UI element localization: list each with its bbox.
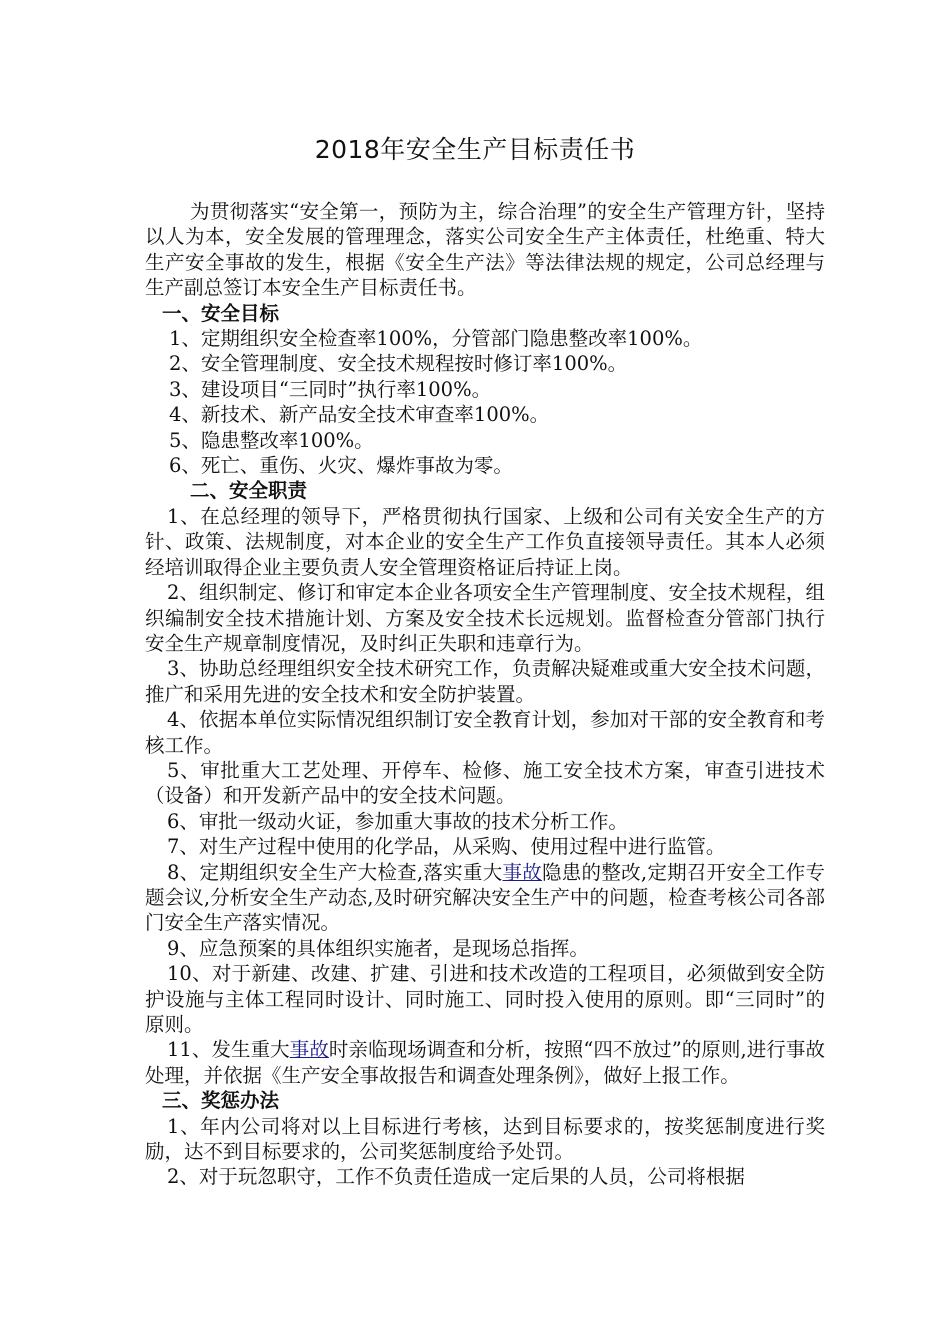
section-heading-safety-goals: 一、安全目标 [162, 301, 280, 325]
goal-item: 1、定期组织安全检查率100%，分管部门隐患整改率100%。 [169, 327, 703, 351]
section-heading-rewards-penalties: 三、奖惩办法 [162, 1089, 280, 1113]
duty-item: 5、审批重大工艺处理、开停车、检修、施工安全技术方案，审查引进技术（设备）和开发新产品中的安全技术问题。 [145, 758, 825, 808]
duty-item-8-text-a: 8、定期组织安全生产大检查,落实重大 [167, 860, 503, 884]
intro-paragraph: 为贯彻落实“安全第一，预防为主，综合治理”的安全生产管理方针，坚持以人为本，安全发展的管理理念，落实公司安全生产主体责任，杜绝重、特大生产安全事故的发生，根据《安全生产法》等法律法规的规定，公司总经理与生产副总签订本安全生产目标责任书。 [145, 200, 825, 300]
duty-item: 1、在总经理的领导下，严格贯彻执行国家、上级和公司有关安全生产的方针、政策、法规制度，对本企业的安全生产工作负直接领导责任。其本人必须经培训取得企业主要负责人安全管理资格证后持证上岗。 [145, 504, 825, 579]
document-title: 2018年安全生产目标责任书 [314, 135, 636, 164]
reward-item: 1、年内公司将对以上目标进行考核，达到目标要求的，按奖惩制度进行奖励，达不到目标要求的，公司奖惩制度给予处罚。 [145, 1114, 825, 1164]
duty-item: 10、对于新建、改建、扩建、引进和技术改造的工程项目，必须做到安全防护设施与主体工程同时设计、同时施工、同时投入使用的原则。即“三同时”的原则。 [145, 962, 825, 1036]
duty-item-11 [145, 1037, 825, 1088]
duty-item: 3、协助总经理组织安全技术研究工作，负责解决疑难或重大安全技术问题，推广和采用先进的安全技术和安全防护装置。 [145, 657, 825, 706]
goal-item: 5、隐患整改率100%。 [169, 428, 374, 452]
reward-item: 2、对于玩忽职守，工作不负责任造成一定后果的人员，公司将根据 [167, 1165, 745, 1189]
accident-link[interactable]: 事故 [502, 860, 543, 884]
duty-item-11-text-a: 11、发生重大 [167, 1038, 290, 1062]
duty-item: 7、对生产过程中使用的化学品，从采购、使用过程中进行监管。 [167, 835, 726, 859]
duty-item: 6、审批一级动火证，参加重大事故的技术分析工作。 [167, 809, 628, 833]
goal-item: 3、建设项目“三同时”执行率100%。 [169, 377, 492, 401]
accident-link[interactable]: 事故 [289, 1038, 329, 1062]
goal-item: 2、安全管理制度、安全技术规程按时修订率100%。 [169, 352, 628, 376]
document-body [145, 199, 825, 1190]
section-heading-safety-duties: 二、安全职责 [190, 479, 308, 503]
goal-item: 4、新技术、新产品安全技术审查率100%。 [169, 403, 550, 427]
duty-item-8 [145, 860, 825, 936]
duty-item: 4、依据本单位实际情况组织制订安全教育计划，参加对干部的安全教育和考核工作。 [145, 708, 825, 757]
duty-item: 9、应急预案的具体组织实施者，是现场总指挥。 [167, 936, 589, 960]
duty-item: 2、组织制定、修订和审定本企业各项安全生产管理制度、安全技术规程，组织编制安全技术措施计划、方案及安全技术长远规划。监督检查分管部门执行安全生产规章制度情况，及时纠正失职和违章行为。 [145, 581, 825, 655]
duty-item-11-text-b: 时亲临现场调查和分析，按照“四不放过”的原则,进行事故处理，并依据《生产安全事故报告和调查处理条例》，做好上报工作。 [145, 1038, 825, 1087]
duty-item-8-text-b: 隐患的整改,定期召开安全工作专题会议,分析安全生产动态,及时研究解决安全生产中的问题，检查考核公司各部门安全生产落实情况。 [145, 860, 825, 935]
goal-item: 6、死亡、重伤、火灾、爆炸事故为零。 [169, 454, 513, 478]
